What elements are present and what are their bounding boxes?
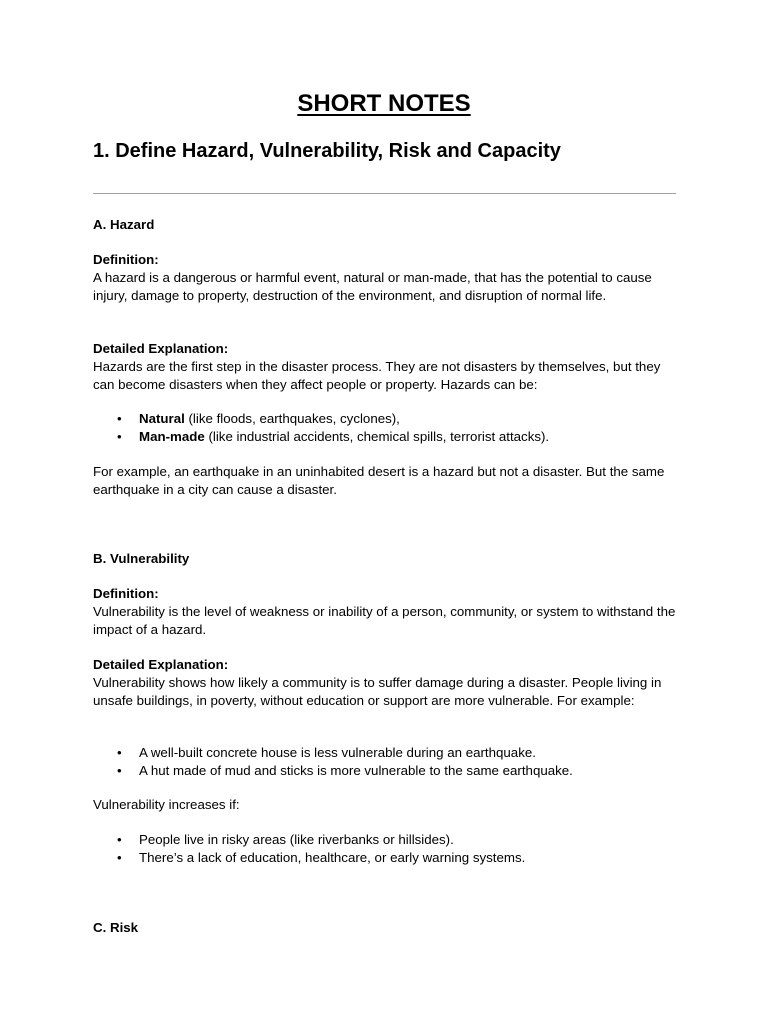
bullet-icon: •	[117, 850, 122, 865]
list-item-text: People live in risky areas (like riverbanks or hillsides).	[139, 832, 454, 847]
list-item	[93, 410, 683, 428]
vulnerability-explanation-text: Vulnerability shows how likely a community is to suffer damage during a disaster. People living in unsafe buildings, in poverty, without education or support are more vulnerable. For example:	[93, 675, 662, 708]
vulnerability-example-list	[93, 744, 683, 780]
hazard-definition-label: Definition:	[93, 252, 159, 267]
list-item-text: (like industrial accidents, chemical spills, terrorist attacks).	[204, 429, 550, 444]
hazard-explanation-text: Hazards are the first step in the disaster process. They are not disasters by themselves, but they can become disasters when they affect people or property. Hazards can be:	[93, 359, 661, 392]
vulnerability-increases-label: Vulnerability increases if:	[93, 797, 240, 812]
list-item-term: Natural	[139, 411, 185, 426]
list-item	[93, 762, 683, 780]
hazard-section-title: A. Hazard	[93, 217, 155, 232]
vulnerability-explanation-label: Detailed Explanation:	[93, 657, 229, 672]
hazard-type-list	[93, 410, 683, 446]
list-item-text: A hut made of mud and sticks is more vulnerable to the same earthquake.	[139, 763, 573, 778]
list-item-text: (like floods, earthquakes, cyclones),	[184, 411, 400, 426]
list-item-term: Man-made	[139, 429, 205, 444]
list-item	[93, 428, 683, 446]
hazard-definition-text: A hazard is a dangerous or harmful event, natural or man-made, that has the potential to cause injury, damage to property, destruction of the environment, and disruption of normal life.	[93, 270, 652, 303]
bullet-icon: •	[117, 745, 122, 760]
horizontal-divider	[93, 193, 676, 194]
question-heading: 1. Define Hazard, Vulnerability, Risk and Capacity	[93, 140, 561, 162]
risk-section-title: C. Risk	[93, 920, 139, 935]
list-item-text: There’s a lack of education, healthcare, or early warning systems.	[139, 850, 526, 865]
hazard-explanation-label: Detailed Explanation:	[93, 341, 229, 356]
list-item	[93, 744, 683, 762]
bullet-icon: •	[117, 429, 122, 444]
bullet-icon: •	[117, 763, 122, 778]
bullet-icon: •	[117, 832, 122, 847]
vulnerability-increase-list	[93, 831, 683, 867]
list-item	[93, 831, 683, 849]
list-item-text: A well-built concrete house is less vulnerable during an earthquake.	[139, 745, 536, 760]
vulnerability-definition-text: Vulnerability is the level of weakness or inability of a person, community, or system to withstand the impact of a hazard.	[93, 604, 676, 637]
vulnerability-section-title: B. Vulnerability	[93, 551, 190, 566]
vulnerability-definition-label: Definition:	[93, 586, 159, 601]
document-title: SHORT NOTES	[297, 90, 471, 117]
bullet-icon: •	[117, 411, 122, 426]
list-item	[93, 849, 683, 867]
hazard-example-text: For example, an earthquake in an uninhabited desert is a hazard but not a disaster. But the same earthquake in a city can cause a disaster.	[93, 464, 665, 497]
